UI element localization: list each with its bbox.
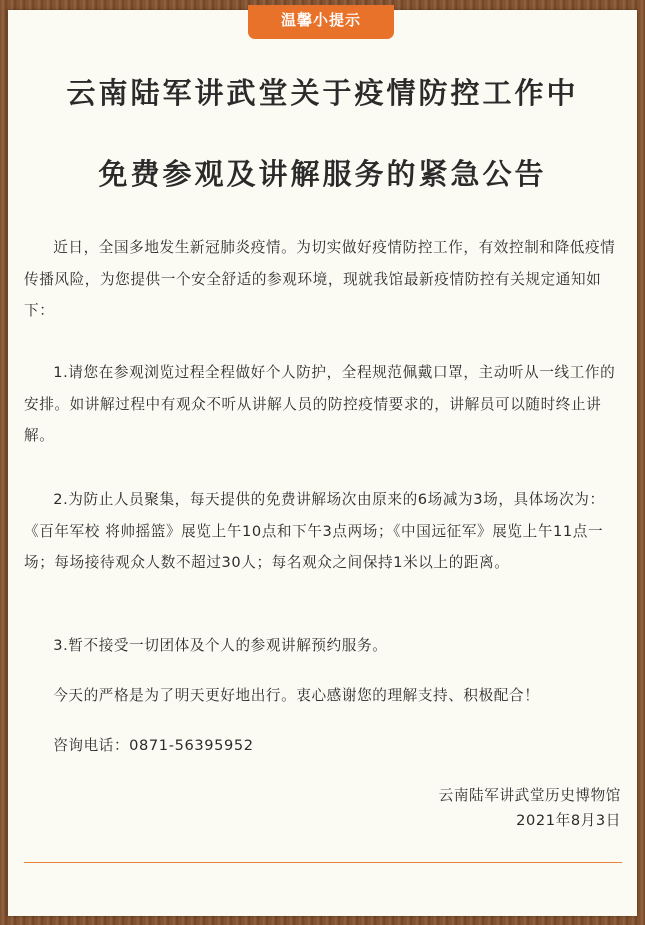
rule-item-1 [24,357,624,452]
intro-paragraph [24,232,624,327]
notice-paper [8,10,637,916]
rule-item-3-text: 3.暂不接受一切团体及个人的参观讲解预约服务。 [53,637,388,654]
rule-item-3 [24,630,624,662]
signature-organization: 云南陆军讲武堂历史博物馆 [438,787,621,804]
rule-item-2-text: 2.为防止人员聚集，每天提供的免费讲解场次由原来的6场减为3场，具体场次为：《百年军校 将帅摇篮》展览上午10点和下午3点两场；《中国远征军》展览上午11点一场；每场接待观众人数不超过30人；每名观众之间保持1米以上的距离。 [24,491,605,571]
rule-item-2 [24,484,624,579]
contact-phone [24,730,624,762]
tip-tag: 温馨小提示 [248,5,394,39]
closing-paragraph [24,680,624,712]
closing-text: 今天的严格是为了明天更好地出行。衷心感谢您的理解支持、积极配合！ [53,687,540,704]
contact-phone-text: 咨询电话：0871-56395952 [53,737,254,754]
notice-title-line-2: 免费参观及讲解服务的紧急公告 [98,157,547,191]
signature-date: 2021年8月3日 [516,812,621,829]
bottom-divider [24,862,622,863]
notice-title-line-1: 云南陆军讲武堂关于疫情防控工作中 [66,76,579,110]
rule-item-1-text: 1.请您在参观浏览过程全程做好个人防护，全程规范佩戴口罩，主动听从一线工作的安排。如讲解过程中有观众不听从讲解人员的防控疫情要求的，讲解员可以随时终止讲解。 [24,364,616,444]
intro-text: 近日，全国多地发生新冠肺炎疫情。为切实做好疫情防控工作，有效控制和降低疫情传播风险，为您提供一个安全舒适的参观环境，现就我馆最新疫情防控有关规定通知如下： [24,239,616,319]
